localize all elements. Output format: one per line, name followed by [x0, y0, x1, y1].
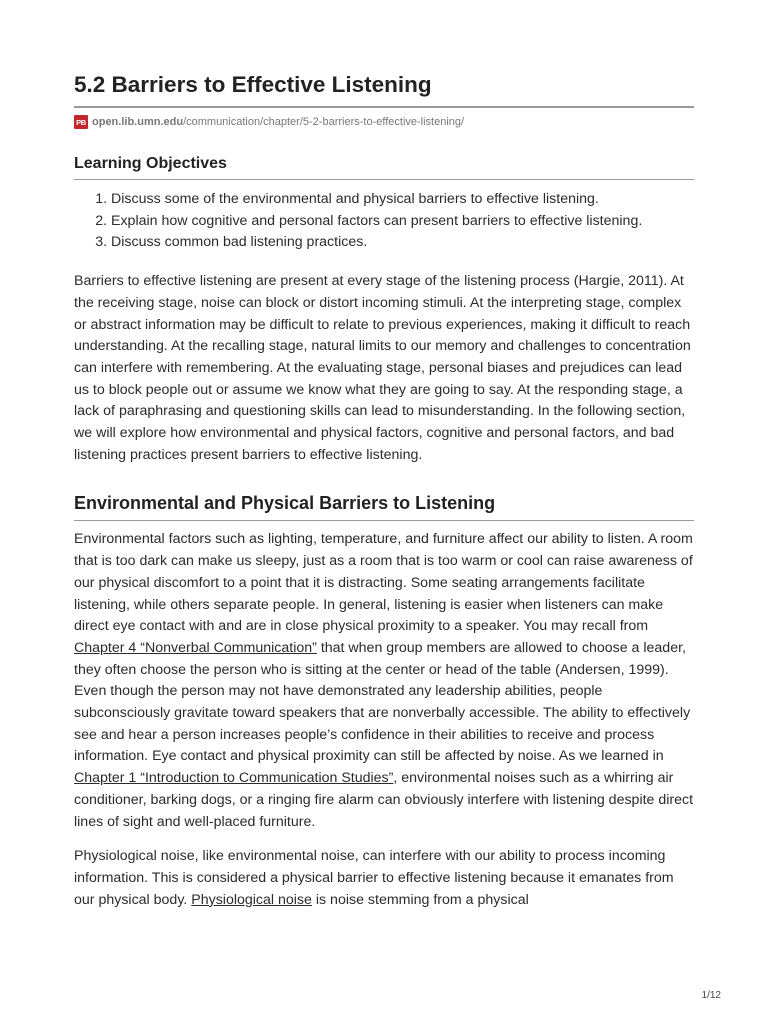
paragraph-text: that when group members are allowed to choose a leader, they often choose the person who is sitting at the center or head of the table (Andersen, 1999). Even though the person may not have demonstrated any leadership abilities, people subconsciously gravitate toward speakers that are nonverbally accessible. The ability to effectively see and hear a person increases people’s confidence in their abilities to receive and process information. Eye contact and physical proximity can still be affected by noise. As we learned in	[74, 639, 691, 765]
document-page	[74, 0, 694, 911]
section-heading: Environmental and Physical Barriers to Listening	[74, 493, 694, 521]
source-domain[interactable]: open.lib.umn.edu	[92, 116, 184, 128]
page-number: 1/12	[701, 990, 721, 1001]
learning-objectives-list	[74, 189, 694, 254]
source-line[interactable]	[74, 114, 694, 130]
learning-objectives-heading: Learning Objectives	[74, 155, 694, 180]
source-path[interactable]: /communication/chapter/5-2-barriers-to-effective-listening/	[183, 116, 465, 128]
intro-paragraph: Barriers to effective listening are present at every stage of the listening process (Hargie, 2011). At the receiving stage, noise can block or distort incoming stimuli. At the interpreting stage, complex or abstract information may be difficult to relate to previous experiences, making it difficult to reach understanding. At the recalling stage, natural limits to our memory and challenges to concentration can interfere with remembering. At the evaluating stage, personal biases and prejudices can lead us to block people out or assume we know what they are going to say. At the responding stage, a lack of paraphrasing and questioning skills can lead to misunderstanding. In the following section, we will explore how environmental and physical factors, cognitive and personal factors, and bad listening practices present barriers to effective listening.	[74, 273, 691, 463]
list-item: 3. Discuss common bad listening practices.	[111, 232, 694, 254]
physiological-noise-link[interactable]: Physiological noise	[191, 891, 312, 908]
list-item: 1. Discuss some of the environmental and physical barriers to effective listening.	[111, 189, 694, 211]
paragraph-text: Physiological noise, like environmental noise, can interfere with our ability to process incoming information. This is considered a physical barrier to effective listening because it emanates from our physical body.	[74, 848, 674, 908]
pressbooks-logo-icon: PB	[74, 115, 88, 129]
section-paragraph-2	[74, 846, 694, 911]
page-title: 5.2 Barriers to Effective Listening	[74, 0, 694, 108]
paragraph-text: , environmental noises such as a whirring air conditioner, barking dogs, or a ringing fire alarm can obviously interfere with listening despite direct lines of sight and well-placed furniture.	[74, 770, 694, 830]
section-paragraph-1	[74, 529, 694, 833]
list-item: 2. Explain how cognitive and personal factors can present barriers to effective listening.	[111, 211, 694, 233]
paragraph-text: is noise stemming from a physical	[311, 891, 529, 908]
chapter-4-link[interactable]: Chapter 4 “Nonverbal Communication”	[74, 639, 317, 656]
paragraph-text: Environmental factors such as lighting, temperature, and furniture affect our ability to listen. A room that is too dark can make us sleepy, just as a room that is too warm or cool can raise awareness of our physical discomfort to a point that it is distracting. Some seating arrangements facilitate listening, while others separate people. In general, listening is easier when listeners can make direct eye contact with and are in close physical proximity to a speaker. You may recall from	[74, 531, 693, 635]
chapter-1-link[interactable]: Chapter 1 “Introduction to Communication Studies”	[74, 770, 394, 787]
